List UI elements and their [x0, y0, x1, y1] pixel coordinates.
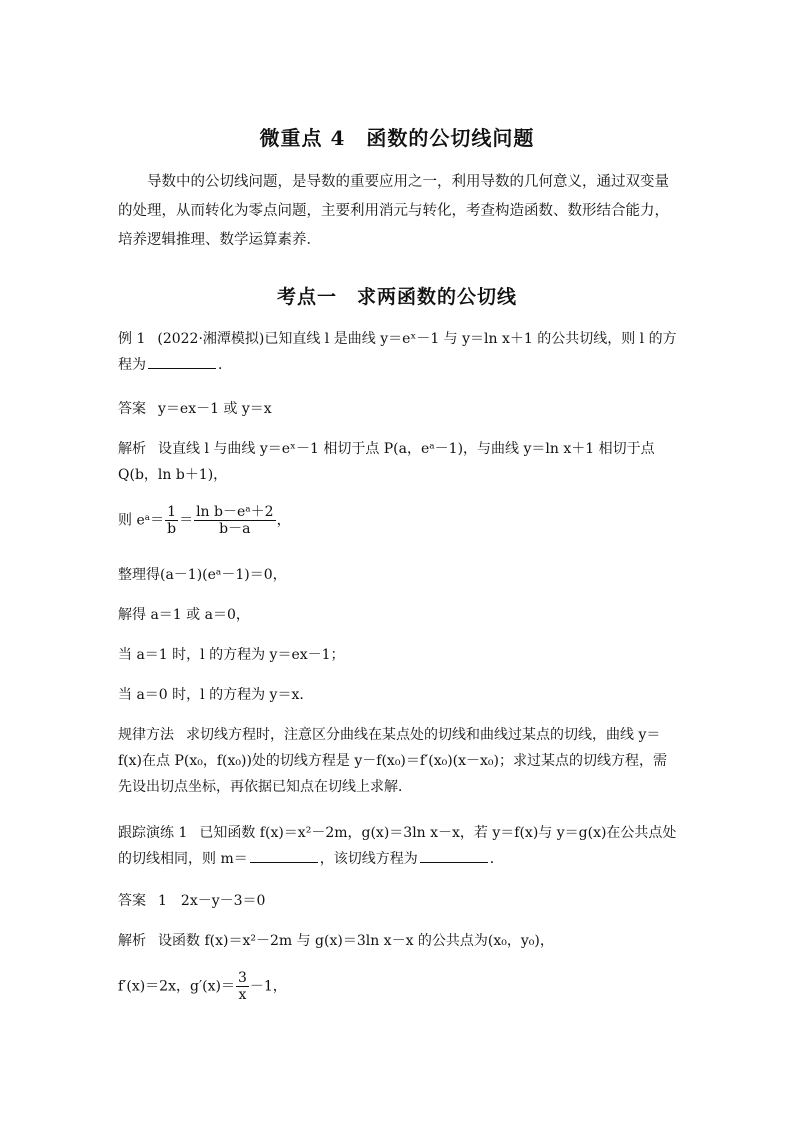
fraction-denominator: b [167, 521, 177, 537]
answer-blank-m [250, 850, 318, 863]
equation-suffix: ， [276, 512, 291, 529]
analysis-text: 设函数 f(x)＝x²－2m 与 g(x)＝3ln x－x 的公共点为(x₀，y₀)， [158, 933, 554, 949]
example-1 [118, 326, 678, 378]
intro-paragraph: 导数中的公切线问题，是导数的重要应用之一，利用导数的几何意义，通过双变量的处理，从而转化为零点问题，主要利用消元与转化，考查构造函数、数形结合能力，培养逻辑推理、数学运算素养． [118, 174, 669, 248]
equation-equals: ＝ [179, 512, 194, 529]
practice-label: 跟踪演练 1 [118, 825, 188, 841]
section-title: 考点一 求两函数的公切线 [276, 286, 517, 308]
method-text: 求切线方程时，注意区分曲线在某点处的切线和曲线过某点的切线，曲线 y＝f(x)在点 P(x₀，f(x₀))处的切线方程是 y－f(x₀)＝f′(x₀)(x－x₀)；求过某点的切线方程，需先设出切点坐标，再依据已知点在切线上求解． [118, 727, 668, 795]
fraction-denominator: b－a [219, 521, 251, 537]
answer-2 [118, 890, 265, 910]
practice-1 [118, 820, 678, 872]
example-tail: ． [218, 357, 232, 373]
equation-prefix: 则 eᵃ＝ [118, 512, 165, 529]
fraction-slope [194, 504, 276, 537]
fraction-denominator: x [238, 987, 247, 1003]
derivative-suffix: －1， [249, 978, 287, 995]
fraction-numerator: ln b－eᵃ＋2 [196, 504, 274, 520]
answer-blank-tangent [420, 850, 488, 863]
example-label: 例 1 [118, 331, 146, 347]
fraction-numerator: 3 [237, 970, 247, 986]
step-2: 解得 a＝1 或 a＝0， [118, 607, 250, 623]
answer-label: 答案 [118, 401, 146, 417]
fraction-1-over-b [165, 504, 178, 537]
answer-1 [118, 398, 272, 418]
page-title: 微重点 4 函数的公切线问题 [259, 126, 535, 150]
method-note [118, 722, 678, 800]
analysis-1 [118, 436, 678, 488]
analysis-label: 解析 [118, 933, 146, 949]
method-label: 规律方法 [118, 727, 174, 743]
answer-label: 答案 [118, 893, 146, 909]
fraction-3-over-x [236, 970, 249, 1003]
step-4: 当 a＝0 时，l 的方程为 y＝x. [118, 687, 304, 703]
derivative-line [118, 970, 287, 1003]
example-text: (2022·湘潭模拟)已知直线 l 是曲线 y＝eˣ－1 与 y＝ln x＋1 的公共切线，则 l 的方程为 [118, 331, 677, 373]
equation-line [118, 504, 291, 537]
step-3: 当 a＝1 时，l 的方程为 y＝ex－1； [118, 647, 345, 663]
practice-middle: ，该切线方程为 [319, 851, 418, 867]
answer-text: 1 2x－y－3＝0 [158, 893, 266, 909]
answer-blank [148, 356, 216, 369]
analysis-text: 设直线 l 与曲线 y＝eˣ－1 相切于点 P(a，eᵃ－1)，与曲线 y＝ln x＋1 相切于点 Q(b，ln b＋1)， [118, 441, 655, 483]
derivative-prefix: f′(x)＝2x，g′(x)＝ [118, 978, 235, 995]
step-1: 整理得(a－1)(eᵃ－1)＝0， [118, 567, 287, 583]
analysis-2 [118, 930, 554, 950]
analysis-label: 解析 [118, 441, 146, 457]
answer-text: y＝ex－1 或 y＝x [158, 401, 272, 417]
practice-tail: ． [489, 851, 504, 867]
practice-text: 已知函数 f(x)＝x²－2m，g(x)＝3ln x－x，若 y＝f(x)与 y＝g(x)在公共点处的切线相同，则 m＝ [118, 825, 677, 867]
fraction-numerator: 1 [167, 504, 177, 520]
